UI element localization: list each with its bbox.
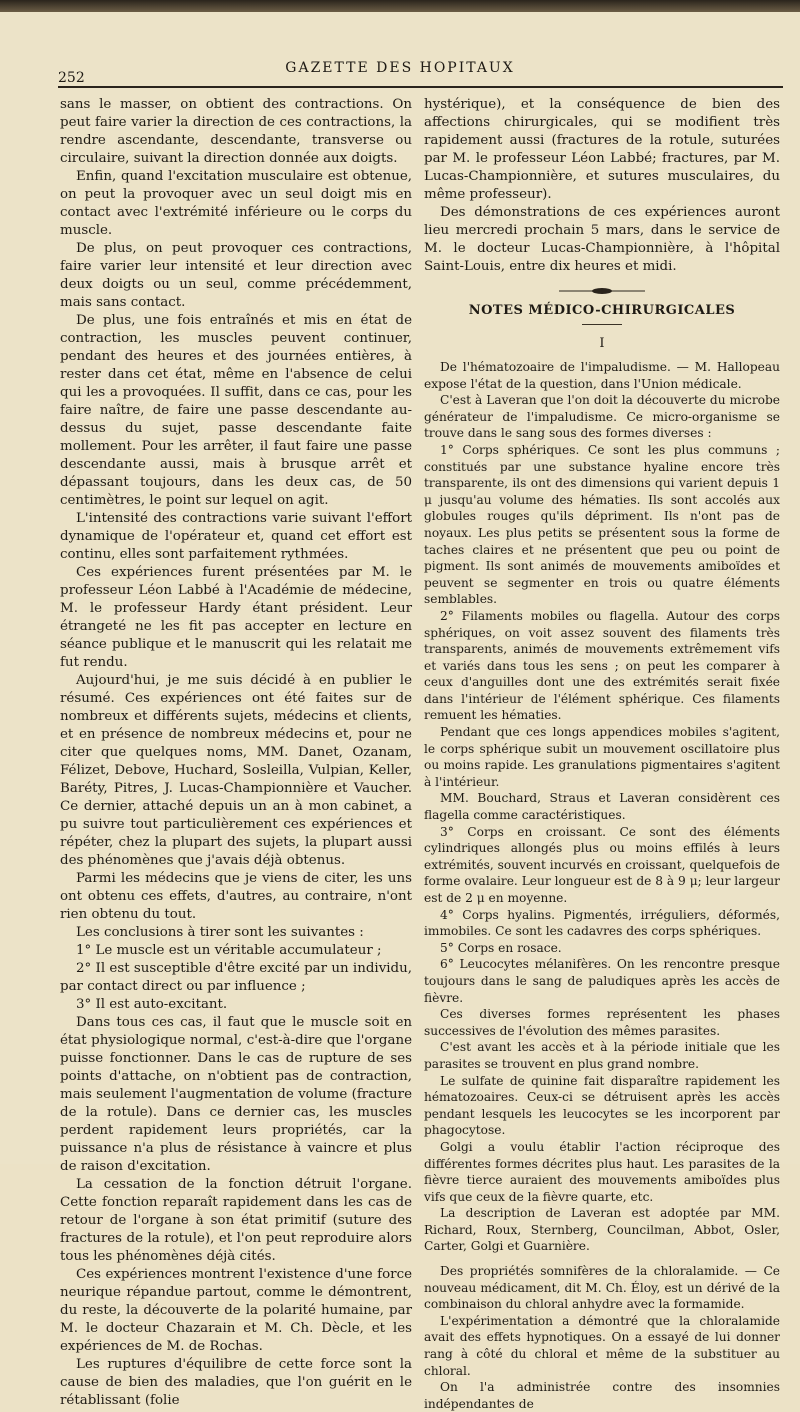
notes-body [424,359,780,1412]
paragraph: MM. Bouchard, Straus et Laveran considèrent ces flagella comme caractéristiques. [424,791,780,823]
paragraph: C'est avant les accès et à la période initiale que les parasites se trouvent en plus grand nombre. [424,1040,780,1071]
paragraph: Des démonstrations de ces expériences auront lieu mercredi prochain 5 mars, dans le service de M. le docteur Lucas-Championnière, à l'hôpital Saint-Louis, entre dix heures et midi. [424,205,780,274]
paragraph: 5° Corps en rosace. [440,940,562,955]
paragraph: On l'a administrée contre des insomnies indépendantes de [424,1380,780,1411]
paragraph: La description de Laveran est adoptée par MM. Richard, Roux, Sternberg, Councilman, Abbot, Osler, Carter, Golgi et Guarnière. [424,1206,780,1254]
paragraph: Parmi les médecins que je viens de citer, les uns ont obtenu ces effets, d'autres, au contraire, n'ont rien obtenu du tout. [60,871,412,922]
paragraph: 6° Leucocytes mélanifères. On les rencontre presque toujours dans le sang de paludiques après les accès de fièvre. [424,957,780,1005]
running-title: GAZETTE DES HOPITAUX [285,60,515,76]
paragraph: 4° Corps hyalins. Pigmentés, irréguliers, déformés, immobiles. Ce sont les cadavres des corps sphériques. [424,907,780,939]
list-item: 3° Il est auto-excitant. [76,997,228,1012]
paragraph: La cessation de la fonction détruit l'organe. Cette fonction reparaît rapidement dans les cas de retour de l'organe à son état primitif (suture des fractures de la rotule), et l'on peut reproduire alors tous les phénomènes déjà cités. [60,1177,412,1264]
section-title-rule [582,324,622,325]
paragraph: sans le masser, on obtient des contractions. On peut faire varier la direction de ces contractions, la rendre ascendante, descendante, transverse ou circulaire, suivant la direction donnée aux doigts. [60,97,412,166]
paragraph: 1° Corps sphériques. Ce sont les plus communs ; constitués par une substance hyaline encore très transparente, ils ont des dimensions qui varient depuis 1 μ jusqu'au volume des hématies. Ils sont accolés aux globules rouges qu'ils dépriment. Ils n'ont pas de noyaux. Les plus petits se présentent sous la forme de taches claires et ne présentent que peu ou point de pigment. Ils sont animés de mouvements amiboïdes et peuvent se segmenter en trois ou quatre éléments semblables. [424,442,780,607]
paragraph: De plus, on peut provoquer ces contractions, faire varier leur intensité et leur direction avec deux doigts ou un seul, comme précédemment, mais sans contact. [60,241,412,310]
paragraph: Le sulfate de quinine fait disparaître rapidement les hématozoaires. Ceux-ci se détruisent après les accès pendant lesquels les leucocytes se les incorporent par phagocytose. [424,1073,780,1138]
paragraph: Ces expériences montrent l'existence d'une force neurique répandue partout, comme le démontrent, du reste, la découverte de la polarité humaine, par M. le docteur Chazarain et M. Ch. Dècle, et les expériences de M. de Rochas. [60,1267,412,1354]
list-item: 1° Le muscle est un véritable accumulateur ; [76,943,382,958]
paragraph: Golgi a voulu établir l'action réciproque des différentes formes décrites plus haut. Les parasites de la fièvre tierce auraient des mouvements amiboïdes plus vifs que ceux de la fièvre quarte, etc. [424,1139,780,1204]
paragraph: C'est à Laveran que l'on doit la découverte du microbe générateur de l'impaludisme. Ce micro-organisme se trouve dans le sang sous des formes diverses : [424,393,780,441]
section-number: I [599,336,605,351]
ornament-divider [424,284,780,294]
paragraph: L'expérimentation a démontré que la chloralamide avait des effets hypnotiques. On a essayé de lui donner rang à côté du chloral et même de la substituer au chloral. [424,1313,780,1378]
paragraph: Enfin, quand l'excitation musculaire est obtenue, on peut la provoquer avec un seul doigt mis en contact avec l'extrémité inférieure ou le corps du muscle. [60,169,412,238]
article-heading: Des propriétés somnifères de la chloralamide. — Ce nouveau médicament, dit M. Ch. Éloy, est un dérivé de la combinaison du chloral anhydre avec la formamide. [424,1264,780,1312]
paragraph: 2° Filaments mobiles ou flagella. Autour des corps sphériques, on voit assez souvent des filaments très transparents, animés de mouvements extrêmement vifs et variés dans tous les sens ; on peut les comparer à ceux d'anguilles dont une des extrémités serait fixée dans l'intérieur de l'élément sphérique. Ces filaments remuent les hématies. [424,608,780,723]
paragraph: Aujourd'hui, je me suis décidé à en publier le résumé. Ces expériences ont été faites sur de nombreux et différents sujets, médecins et clients, et en présence de nombreux médecins et, pour ne citer que quelques noms, MM. Danet, Ozanam, Félizet, Debove, Huchard, Sosleilla, Vulpian, Keller, Baréty, Pitres, J. Lucas-Championnière et Vaucher. Ce dernier, attaché depuis un an à mon cabinet, a pu suivre tout particulièrement ces expériences et répéter, chez la plupart des sujets, la plupart aussi des phénomènes que j'avais déjà obtenus. [60,673,412,868]
paragraph: hystérique), et la conséquence de bien des affections chirurgicales, qui se modifient très rapidement aussi (fractures de la rotule, suturées par M. le professeur Léon Labbé; fractures, par M. Lucas-Championnière, et sutures musculaires, du même professeur). [424,97,780,202]
paragraph: Dans tous ces cas, il faut que le muscle soit en état physiologique normal, c'est-à-dire que l'organe puisse fonctionner. Dans le cas de rupture de ses points d'attache, on n'obtient pas de contraction, mais seulement l'augmentation de volume (fracture de la rotule). Dans ce dernier cas, les muscles perdent rapidement leurs propriétés, car la puissance n'a plus de résistance à vaincre et plus de raison d'excitation. [60,1015,412,1174]
paragraph: Pendant que ces longs appendices mobiles s'agitent, le corps sphérique subit un mouvement oscillatoire plus ou moins rapide. Les granulations pigmentaires s'agitent à l'intérieur. [424,725,780,789]
article-heading: De l'hématozoaire de l'impaludisme. — M. Hallopeau expose l'état de la question, dans l'Union médicale. [424,360,780,391]
page-number: 252 [58,70,85,86]
header-rule [58,86,783,88]
paragraph: Ces diverses formes représentent les phases successives de l'évolution des mêmes parasites. [424,1007,780,1038]
paragraph: L'intensité des contractions varie suivant l'effort dynamique de l'opérateur et, quand cet effort est continu, elles sont parfaitement rythmées. [60,511,412,562]
section-title: NOTES MÉDICO-CHIRURGICALES [468,303,736,318]
paragraph: De plus, une fois entraînés et mis en état de contraction, les muscles peuvent continuer, pendant des heures et des journées entières, à rester dans cet état, même en l'absence de celui qui les a provoquées. Il suffit, dans ce cas, pour les faire naître, de faire une passe descendante au-dessus du sujet, passe descendante faite mollement. Pour les arrêter, il faut faire une passe descendante aussi, mais à brusque arrêt et dépassant toujours, dans les deux cas, de 50 centimètres, le point sur lequel on agit. [60,313,412,508]
paragraph: Les conclusions à tirer sont les suivantes : [76,925,364,940]
list-item: 2° Il est susceptible d'être excité par un individu, par contact direct ou par influence ; [60,961,412,994]
paragraph: Ces expériences furent présentées par M. le professeur Léon Labbé à l'Académie de médecine, M. le professeur Hardy étant président. Leur étrangeté ne les fit pas accepter en lecture en séance publique et le manuscrit qui les relatait me fut rendu. [60,565,412,670]
right-column [424,96,780,1412]
paragraph: Les ruptures d'équilibre de cette force sont la cause de bien des maladies, que l'on guérit en le rétablissant (folie [60,1357,412,1408]
page-top-edge [0,0,800,12]
left-column [60,96,412,1410]
paragraph: 3° Corps en croissant. Ce sont des éléments cylindriques allongés plus ou moins effilés à leurs extrémités, souvent incurvés en croissant, quelquefois de forme ovalaire. Leur longueur est de 8 à 9 μ; leur largeur est de 2 μ en moyenne. [424,824,780,905]
